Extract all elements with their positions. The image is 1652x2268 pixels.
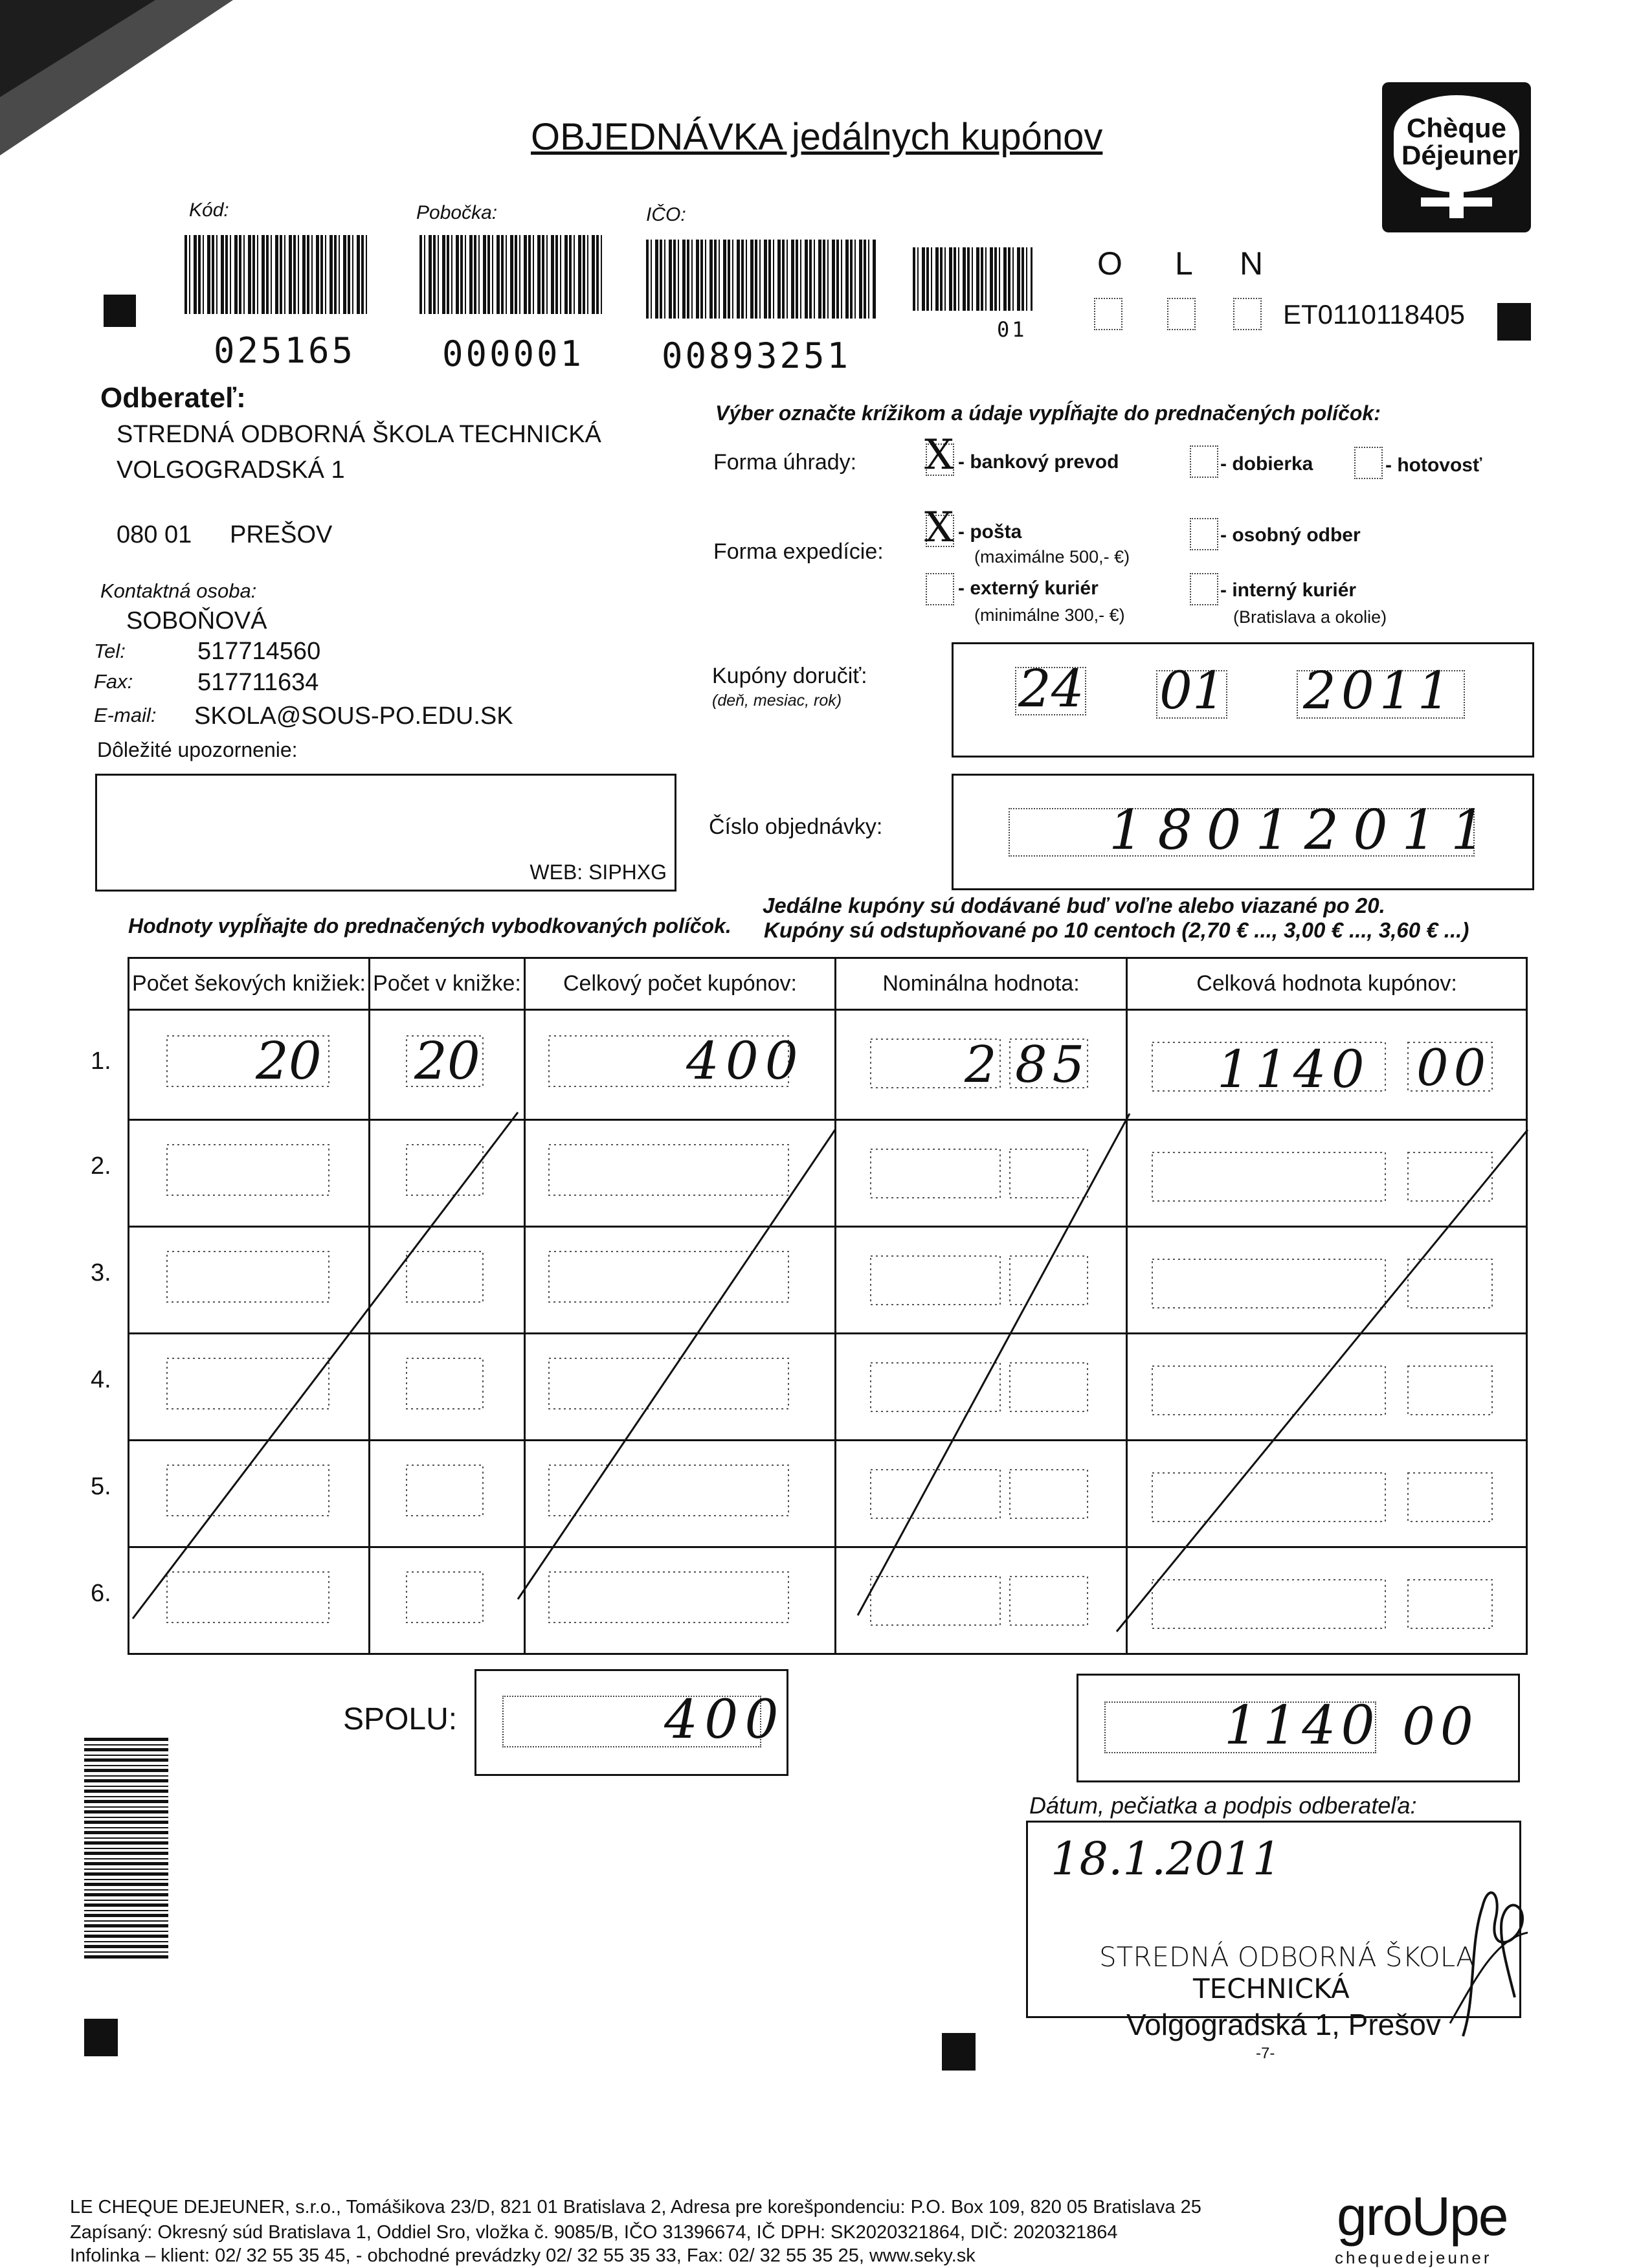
stamp-line2: TECHNICKÁ <box>1193 1973 1350 2004</box>
note-line2: Kupóny sú odstupňované po 10 centoch (2,70 € ..., 3,00 € ..., 3,60 € ...) <box>764 918 1469 942</box>
tel-label: Tel: <box>94 640 126 662</box>
side-barcode <box>84 1735 168 1959</box>
tel-value: 517714560 <box>197 638 321 665</box>
payment-cash-label: - hotovosť <box>1385 455 1482 476</box>
order-number-label: Číslo objednávky: <box>709 814 883 839</box>
logo-line2: Déjeuner <box>1401 140 1518 170</box>
totals-value-dec: 00 <box>1402 1696 1479 1757</box>
fax-label: Fax: <box>94 670 133 693</box>
fill-hint: Hodnoty vypĺňajte do prednačených vybodkovaných políčok. <box>128 914 731 938</box>
delivery-day: 24 <box>1018 658 1084 719</box>
handwritten-signature <box>1437 1868 1534 2062</box>
options-instruction: Výber označte krížikom a údaje vypĺňajte do prednačených políčok: <box>715 401 1381 425</box>
notice-label: Dôležité upozornenie: <box>97 738 298 761</box>
header-nominal: Nominálna hodnota: <box>836 958 1127 1010</box>
row1-nominal-int: 2 <box>965 1036 997 1094</box>
pobocka-value: 000001 <box>442 333 585 374</box>
footer-line1: LE CHEQUE DEJEUNER, s.r.o., Tomášikova 23/D, 821 01 Bratislava 2, Adresa pre korešpondenciu: P.O. Box 109, 820 05 Bratislava 25 <box>70 2197 1201 2217</box>
exp-int-courier-label: - interný kuriér <box>1220 579 1357 601</box>
stamp-line3: Volgogradská 1, Prešov <box>1126 2008 1441 2041</box>
signature-date: 18.1.2011 <box>1051 1832 1282 1885</box>
registration-mark <box>84 2019 118 2056</box>
delivery-label: Kupóny doručiť: <box>712 664 867 688</box>
delivery-year: 2011 <box>1303 660 1456 721</box>
fax-value: 517711634 <box>197 669 319 696</box>
exp-ext-courier-label: - externý kuriér <box>958 578 1099 599</box>
customer-zip: 080 01 <box>117 521 192 548</box>
stamp-line1: STREDNÁ ODBORNÁ ŠKOLA <box>1099 1941 1475 1973</box>
order-number-value: 18012011 <box>1109 798 1500 862</box>
logo-line1: Chèque <box>1406 113 1506 143</box>
groupe-logo: groUpe <box>1337 2186 1508 2247</box>
delivery-month: 01 <box>1159 660 1225 721</box>
row-number: 3. <box>91 1259 111 1286</box>
customer-city: PREŠOV <box>230 521 333 548</box>
exp-int-note: (Bratislava a okolie) <box>1233 607 1387 627</box>
note-line1: Jedálne kupóny sú dodávané buď voľne alebo viazané po 20. <box>763 893 1385 917</box>
row-number: 2. <box>91 1152 111 1180</box>
oln-l: L <box>1175 245 1193 282</box>
web-code: WEB: SIPHXG <box>530 860 667 884</box>
row1-nominal-dec: 85 <box>1015 1036 1090 1094</box>
groupe-logo-sub: chequedejeuner <box>1335 2248 1492 2267</box>
totals-label: SPOLU: <box>343 1702 458 1736</box>
payment-bank-mark: X <box>924 431 954 479</box>
header-total-count: Celkový počet kupónov: <box>525 958 836 1010</box>
signature-label: Dátum, pečiatka a podpis odberateľa: <box>1029 1792 1417 1819</box>
kod-value: 025165 <box>214 330 356 371</box>
totals-count: 400 <box>664 1689 785 1751</box>
customer-name: STREDNÁ ODBORNÁ ŠKOLA TECHNICKÁ <box>117 421 601 448</box>
row1-books: 20 <box>256 1031 322 1091</box>
email-value: SKOLA@SOUS-PO.EDU.SK <box>194 702 513 730</box>
exp-post-note: (maximálne 500,- €) <box>974 547 1130 567</box>
payment-cod-label: - dobierka <box>1220 453 1313 475</box>
ico-label: IČO: <box>646 204 686 225</box>
expedition-label: Forma expedície: <box>713 539 884 564</box>
row-number: 5. <box>91 1473 111 1500</box>
exp-post-label: - pošta <box>958 521 1022 543</box>
kod-label: Kód: <box>189 199 229 221</box>
footer-line2: Zapísaný: Okresný súd Bratislava 1, Oddiel Sro, vložka č. 9085/B, IČO 31396674, IČ DPH: SK2020321864, DIČ: 2020321864 <box>70 2222 1118 2243</box>
et-code: ET0110118405 <box>1283 299 1466 330</box>
row-number: 6. <box>91 1580 111 1607</box>
header-total-value: Celková hodnota kupónov: <box>1127 958 1527 1010</box>
row1-total-count: 400 <box>686 1031 805 1091</box>
row-number: 4. <box>91 1366 111 1393</box>
row1-total-dec: 00 <box>1416 1039 1491 1097</box>
footer-line3: Infolinka – klient: 02/ 32 55 35 45, - obchodné prevádzky 02/ 32 55 35 33, Fax: 02/ 32 55 35 25, www.seky.sk <box>70 2245 976 2266</box>
oln-o: O <box>1097 245 1122 282</box>
header-per-book: Počet v knižke: <box>370 958 525 1010</box>
oln-n: N <box>1240 245 1264 282</box>
email-label: E-mail: <box>94 704 157 726</box>
totals-value-int: 1140 <box>1224 1695 1380 1757</box>
registration-mark <box>942 2033 976 2071</box>
contact-name: SOBOŇOVÁ <box>126 607 267 634</box>
row-number: 1. <box>91 1048 111 1075</box>
row1-total-int: 1140 <box>1217 1039 1370 1099</box>
exp-personal-label: - osobný odber <box>1220 524 1361 546</box>
page-mark: -7- <box>1256 2045 1275 2062</box>
totals-value-box[interactable] <box>1077 1674 1520 1782</box>
row1-per-book: 20 <box>414 1031 480 1091</box>
pobocka-label: Pobočka: <box>416 202 498 223</box>
totals-count-box[interactable] <box>474 1669 788 1776</box>
header-books: Počet šekových knižiek: <box>129 958 370 1010</box>
payment-bank-label: - bankový prevod <box>958 451 1119 473</box>
contact-label: Kontaktná osoba: <box>100 579 257 602</box>
exp-ext-note: (minimálne 300,- €) <box>974 605 1125 625</box>
extra-value: 01 <box>997 317 1027 342</box>
page-title: OBJEDNÁVKA jedálnych kupónov <box>531 116 1103 158</box>
customer-street: VOLGOGRADSKÁ 1 <box>117 456 345 484</box>
exp-post-mark: X <box>924 504 954 552</box>
ico-value: 00893251 <box>662 335 851 376</box>
customer-label: Odberateľ: <box>100 382 246 414</box>
delivery-hint: (deň, mesiac, rok) <box>712 691 842 710</box>
payment-label: Forma úhrady: <box>713 450 857 475</box>
